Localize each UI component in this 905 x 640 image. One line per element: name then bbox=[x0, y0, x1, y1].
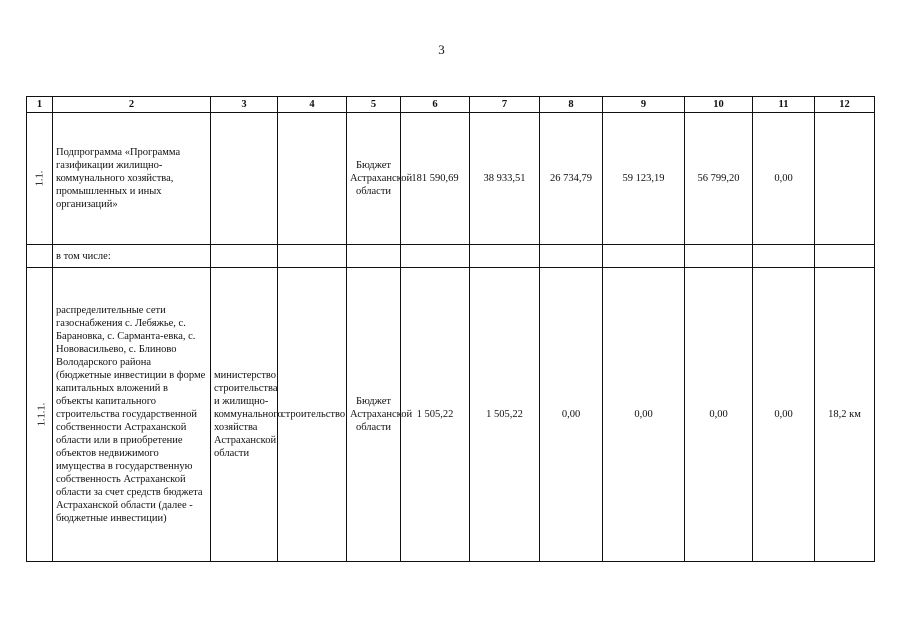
column-header: 8 bbox=[540, 97, 603, 113]
row-value-9: 59 123,19 bbox=[603, 113, 685, 245]
row-funding-source: Бюджет Астраханской области bbox=[347, 268, 401, 562]
table-row-item bbox=[27, 268, 875, 562]
column-header: 6 bbox=[401, 97, 470, 113]
column-header: 5 bbox=[347, 97, 401, 113]
empty-cell bbox=[603, 245, 685, 268]
row-value-10: 56 799,20 bbox=[685, 113, 753, 245]
empty-cell bbox=[211, 245, 278, 268]
empty-cell bbox=[815, 245, 875, 268]
row-name: в том числе: bbox=[53, 245, 211, 268]
row-number-cell bbox=[27, 245, 53, 268]
empty-cell bbox=[540, 245, 603, 268]
row-value-9: 0,00 bbox=[603, 268, 685, 562]
row-funding-source: Бюджет Астраханской области bbox=[347, 113, 401, 245]
row-value-10: 0,00 bbox=[685, 268, 753, 562]
row-number-cell bbox=[27, 268, 53, 562]
row-number: 1.1.1. bbox=[36, 402, 48, 427]
column-header: 10 bbox=[685, 97, 753, 113]
row-name: распределительные сети газоснабжения с. Лебяжье, с. Барановка, с. Сарманта-евка, с. Нововасильево, с. Блиново Володарского района (бюджетные инвестиции в форме капитальных вложений в объекты капитального строительства государственной собственности Астраханской области или в приобретение объектов недвижимого имущества в государственную собственность Астраханской области за счет средств бюджета Астраханской области (далее - бюджетные инвестиции) bbox=[53, 268, 211, 562]
column-header: 2 bbox=[53, 97, 211, 113]
row-value-total: 181 590,69 bbox=[401, 113, 470, 245]
row-value-12: 18,2 км bbox=[815, 268, 875, 562]
empty-cell bbox=[753, 245, 815, 268]
column-header: 11 bbox=[753, 97, 815, 113]
row-value-8: 0,00 bbox=[540, 268, 603, 562]
row-value-8: 26 734,79 bbox=[540, 113, 603, 245]
table-row-subprogram bbox=[27, 113, 875, 245]
row-value-total: 1 505,22 bbox=[401, 268, 470, 562]
empty-cell bbox=[470, 245, 540, 268]
row-activity bbox=[278, 113, 347, 245]
row-number: 1.1. bbox=[34, 170, 45, 187]
empty-cell bbox=[401, 245, 470, 268]
row-value-7: 38 933,51 bbox=[470, 113, 540, 245]
table-row-including bbox=[27, 245, 875, 268]
empty-cell bbox=[347, 245, 401, 268]
column-header: 12 bbox=[815, 97, 875, 113]
column-header: 3 bbox=[211, 97, 278, 113]
empty-cell bbox=[278, 245, 347, 268]
program-table bbox=[26, 96, 875, 562]
row-number-cell bbox=[27, 113, 53, 245]
page-number: 3 bbox=[438, 42, 445, 57]
row-value-7: 1 505,22 bbox=[470, 268, 540, 562]
row-value-12 bbox=[815, 113, 875, 245]
row-value-11: 0,00 bbox=[753, 113, 815, 245]
column-header: 1 bbox=[27, 97, 53, 113]
row-value-11: 0,00 bbox=[753, 268, 815, 562]
column-header: 4 bbox=[278, 97, 347, 113]
empty-cell bbox=[685, 245, 753, 268]
column-header: 9 bbox=[603, 97, 685, 113]
row-activity: строительство bbox=[278, 268, 347, 562]
row-executor bbox=[211, 113, 278, 245]
row-executor: министерство строительства и жилищно-коммунального хозяйства Астраханской области bbox=[211, 268, 278, 562]
column-header: 7 bbox=[470, 97, 540, 113]
table-header-row bbox=[27, 97, 875, 113]
row-name: Подпрограмма «Программа газификации жилищно-коммунального хозяйства, промышленных и иных организаций» bbox=[53, 113, 211, 245]
